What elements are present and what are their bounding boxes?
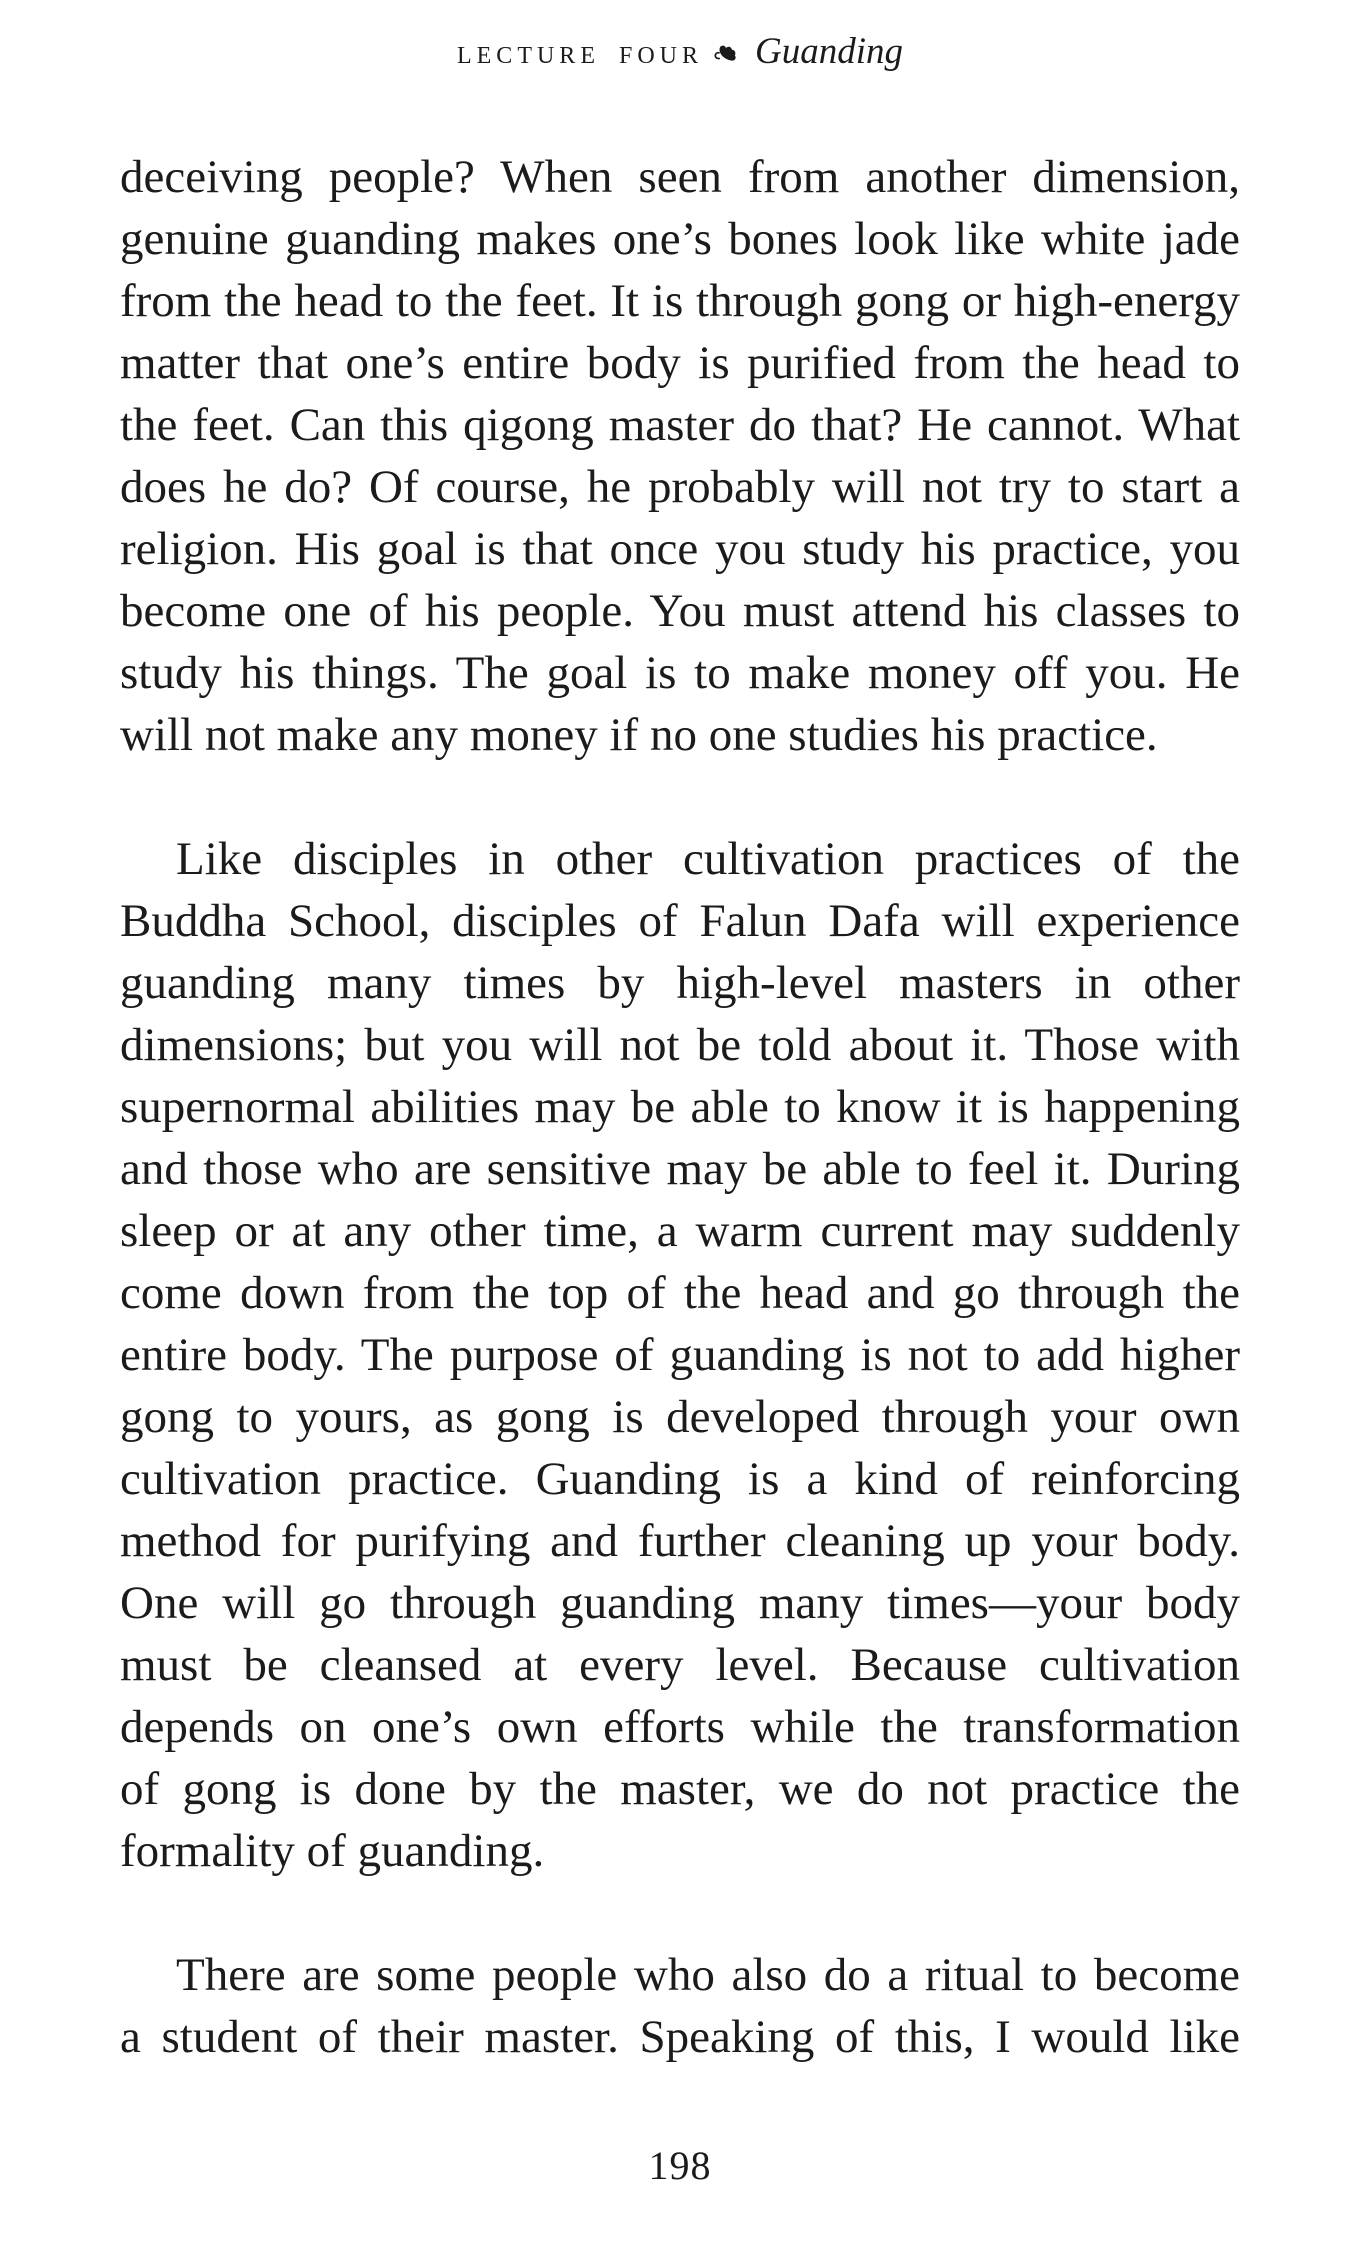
text-line: Buddha School, disciples of Falun Dafa will experience	[120, 895, 1240, 947]
text-line: cultivation practice. Guanding is a kind of reinforcing	[120, 1453, 1240, 1505]
paragraph	[120, 146, 1240, 766]
text-line: must be cleansed at every level. Because cultivation	[120, 1639, 1240, 1691]
text-line: does he do? Of course, he probably will not try to start a	[120, 461, 1240, 513]
running-header	[0, 30, 1360, 73]
text-line: from the head to the feet. It is through gong or high-energy	[120, 275, 1240, 327]
text-line: sleep or at any other time, a warm current may suddenly	[120, 1205, 1240, 1257]
text-line: One will go through guanding many times—your body	[120, 1577, 1240, 1629]
text-line: Like disciples in other cultivation practices of the	[176, 833, 1240, 885]
text-line: come down from the top of the head and go through the	[120, 1267, 1240, 1319]
lecture-label: LECTURE FOUR	[456, 43, 703, 69]
text-line: genuine guanding makes one’s bones look like white jade	[120, 213, 1240, 265]
text-line: formality of guanding.	[120, 1825, 545, 1877]
text-line: method for purifying and further cleaning up your body.	[120, 1515, 1240, 1567]
text-line: entire body. The purpose of guanding is not to add higher	[120, 1329, 1240, 1381]
body-text	[120, 146, 1240, 2068]
text-line: study his things. The goal is to make money off you. He	[120, 647, 1240, 699]
text-line: a student of their master. Speaking of this, I would like	[120, 2011, 1240, 2063]
page-number: 198	[648, 2143, 712, 2188]
text-line: will not make any money if no one studies his practice.	[120, 709, 1158, 761]
text-line: There are some people who also do a ritual to become	[176, 1949, 1240, 2001]
text-line: and those who are sensitive may be able to feel it. During	[120, 1143, 1240, 1195]
text-line: matter that one’s entire body is purified from the head to	[120, 337, 1240, 389]
text-line: gong to yours, as gong is developed through your own	[120, 1391, 1240, 1443]
text-line: supernormal abilities may be able to know it is happening	[120, 1081, 1240, 1133]
text-line: depends on one’s own efforts while the transformation	[120, 1701, 1240, 1753]
text-line: dimensions; but you will not be told about it. Those with	[120, 1019, 1240, 1071]
paragraph	[120, 828, 1240, 1882]
text-line: of gong is done by the master, we do not practice the	[120, 1763, 1240, 1815]
chapter-title: Guanding	[755, 31, 903, 72]
fleuron-leaf-icon	[713, 42, 739, 71]
text-line: guanding many times by high-level masters in other	[120, 957, 1240, 1009]
text-line: become one of his people. You must attend his classes to	[120, 585, 1240, 637]
text-line: deceiving people? When seen from another dimension,	[120, 151, 1240, 203]
text-line: the feet. Can this qigong master do that? He cannot. What	[120, 399, 1240, 451]
text-line: religion. His goal is that once you study his practice, you	[120, 523, 1240, 575]
paragraph	[120, 1944, 1240, 2068]
